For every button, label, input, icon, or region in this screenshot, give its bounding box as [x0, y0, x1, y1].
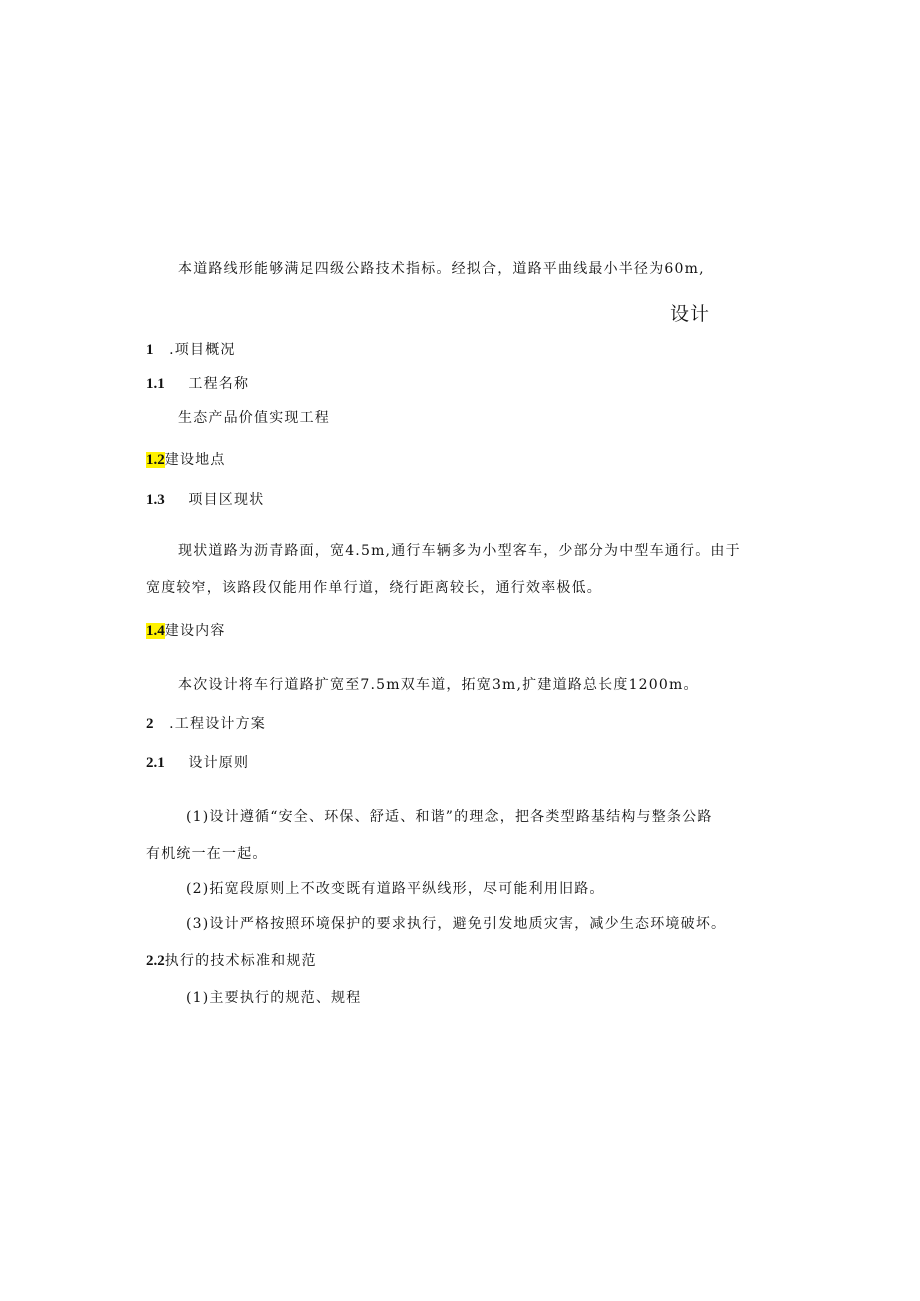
principle-1-line2: 有机统一在一起。	[146, 846, 268, 862]
side-title: 设计	[670, 303, 711, 325]
section-number-highlighted: 1.2	[146, 452, 165, 468]
section-title: .项目概况	[169, 342, 236, 358]
section-number-highlighted: 1.4	[146, 623, 165, 639]
section-1-3-text-line1: 现状道路为沥青路面，宽4.5m,通行车辆多为小型客车，少部分为中型车通行。由于	[178, 543, 741, 559]
section-1-heading	[146, 340, 236, 360]
section-2-heading	[146, 714, 266, 734]
principle-2: (2)拓宽段原则上不改变既有道路平纵线形，尽可能利用旧路。	[186, 881, 605, 897]
intro-paragraph: 本道路线形能够满足四级公路技术指标。经拟合，道路平曲线最小半径为60m,	[178, 261, 705, 277]
section-2-1-heading	[146, 753, 249, 773]
section-title: 工程名称	[188, 376, 250, 392]
section-1-2-heading	[146, 450, 226, 470]
principle-1-line1: (1)设计遵循“安全、环保、舒适、和谐”的理念，把各类型路基结构与整条公路	[186, 809, 713, 825]
section-title: 建设地点	[164, 452, 226, 468]
section-title: 设计原则	[188, 755, 250, 771]
section-1-3-text-line2: 宽度较窄，该路段仅能用作单行道，绕行距离较长，通行效率极低。	[146, 580, 602, 596]
section-1-3-heading	[146, 490, 264, 510]
section-number: 2.2	[146, 953, 165, 969]
section-title: .工程设计方案	[169, 716, 267, 732]
section-number: 2.1	[146, 755, 165, 771]
section-number: 1	[146, 342, 154, 358]
standards-item-1: (1)主要执行的规范、规程	[186, 990, 362, 1006]
section-title: 项目区现状	[188, 492, 265, 508]
section-number: 2	[146, 716, 154, 732]
section-title: 执行的技术标准和规范	[164, 953, 317, 969]
section-1-1-text: 生态产品价值实现工程	[178, 410, 330, 426]
section-number: 1.3	[146, 492, 165, 508]
section-1-1-heading	[146, 374, 249, 394]
section-number: 1.1	[146, 376, 165, 392]
section-2-2-heading	[146, 951, 317, 971]
section-1-4-heading	[146, 621, 226, 641]
principle-3: (3)设计严格按照环境保护的要求执行，避免引发地质灾害，减少生态环境破坏。	[186, 916, 727, 932]
section-1-4-text: 本次设计将车行道路扩宽至7.5m双车道，拓宽3m,扩建道路总长度1200m。	[178, 677, 699, 693]
section-title: 建设内容	[164, 623, 226, 639]
